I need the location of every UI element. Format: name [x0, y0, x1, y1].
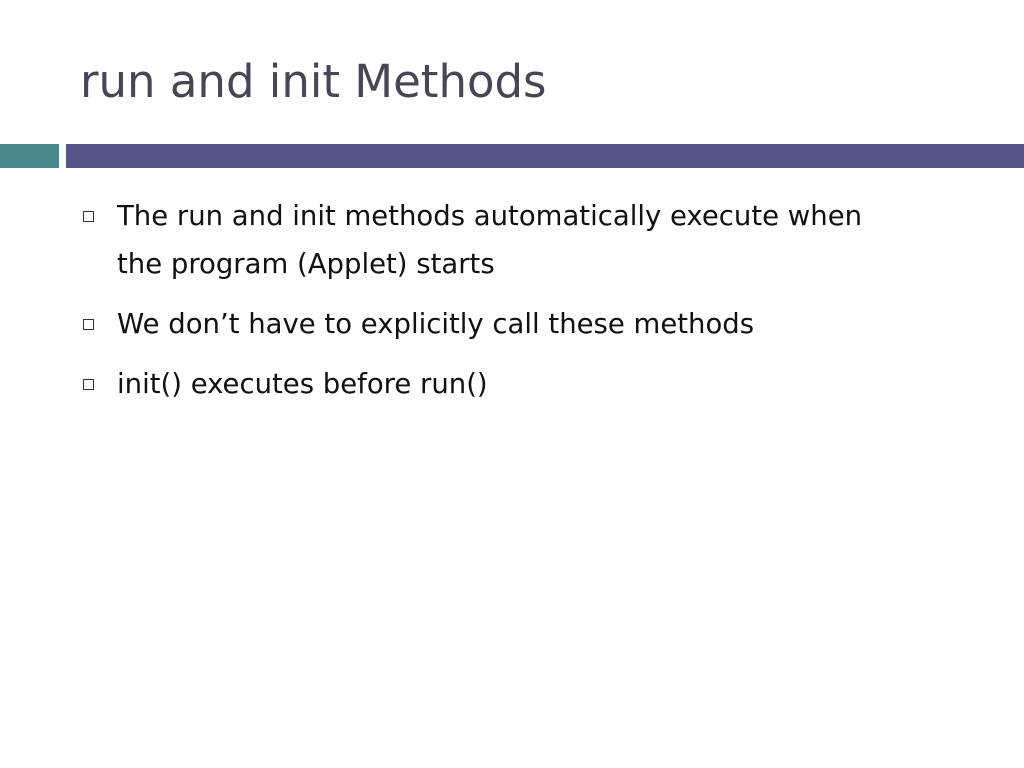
- bullet-text: We don’t have to explicitly call these methods: [117, 308, 755, 340]
- square-outline-icon: [83, 211, 94, 222]
- bullet-list: [80, 192, 980, 420]
- slide-title: run and init Methods: [80, 55, 547, 108]
- bullet-item: [80, 360, 980, 408]
- bullet-item: [80, 192, 980, 288]
- accent-bar-left: [0, 144, 59, 168]
- bullet-item: [80, 300, 980, 348]
- square-outline-icon: [83, 379, 94, 390]
- bullet-text: The run and init methods automatically execute when the program (Applet) starts: [117, 200, 863, 280]
- accent-bar-right: [66, 144, 1024, 168]
- bullet-text: init() executes before run(): [117, 368, 488, 400]
- square-outline-icon: [83, 319, 94, 330]
